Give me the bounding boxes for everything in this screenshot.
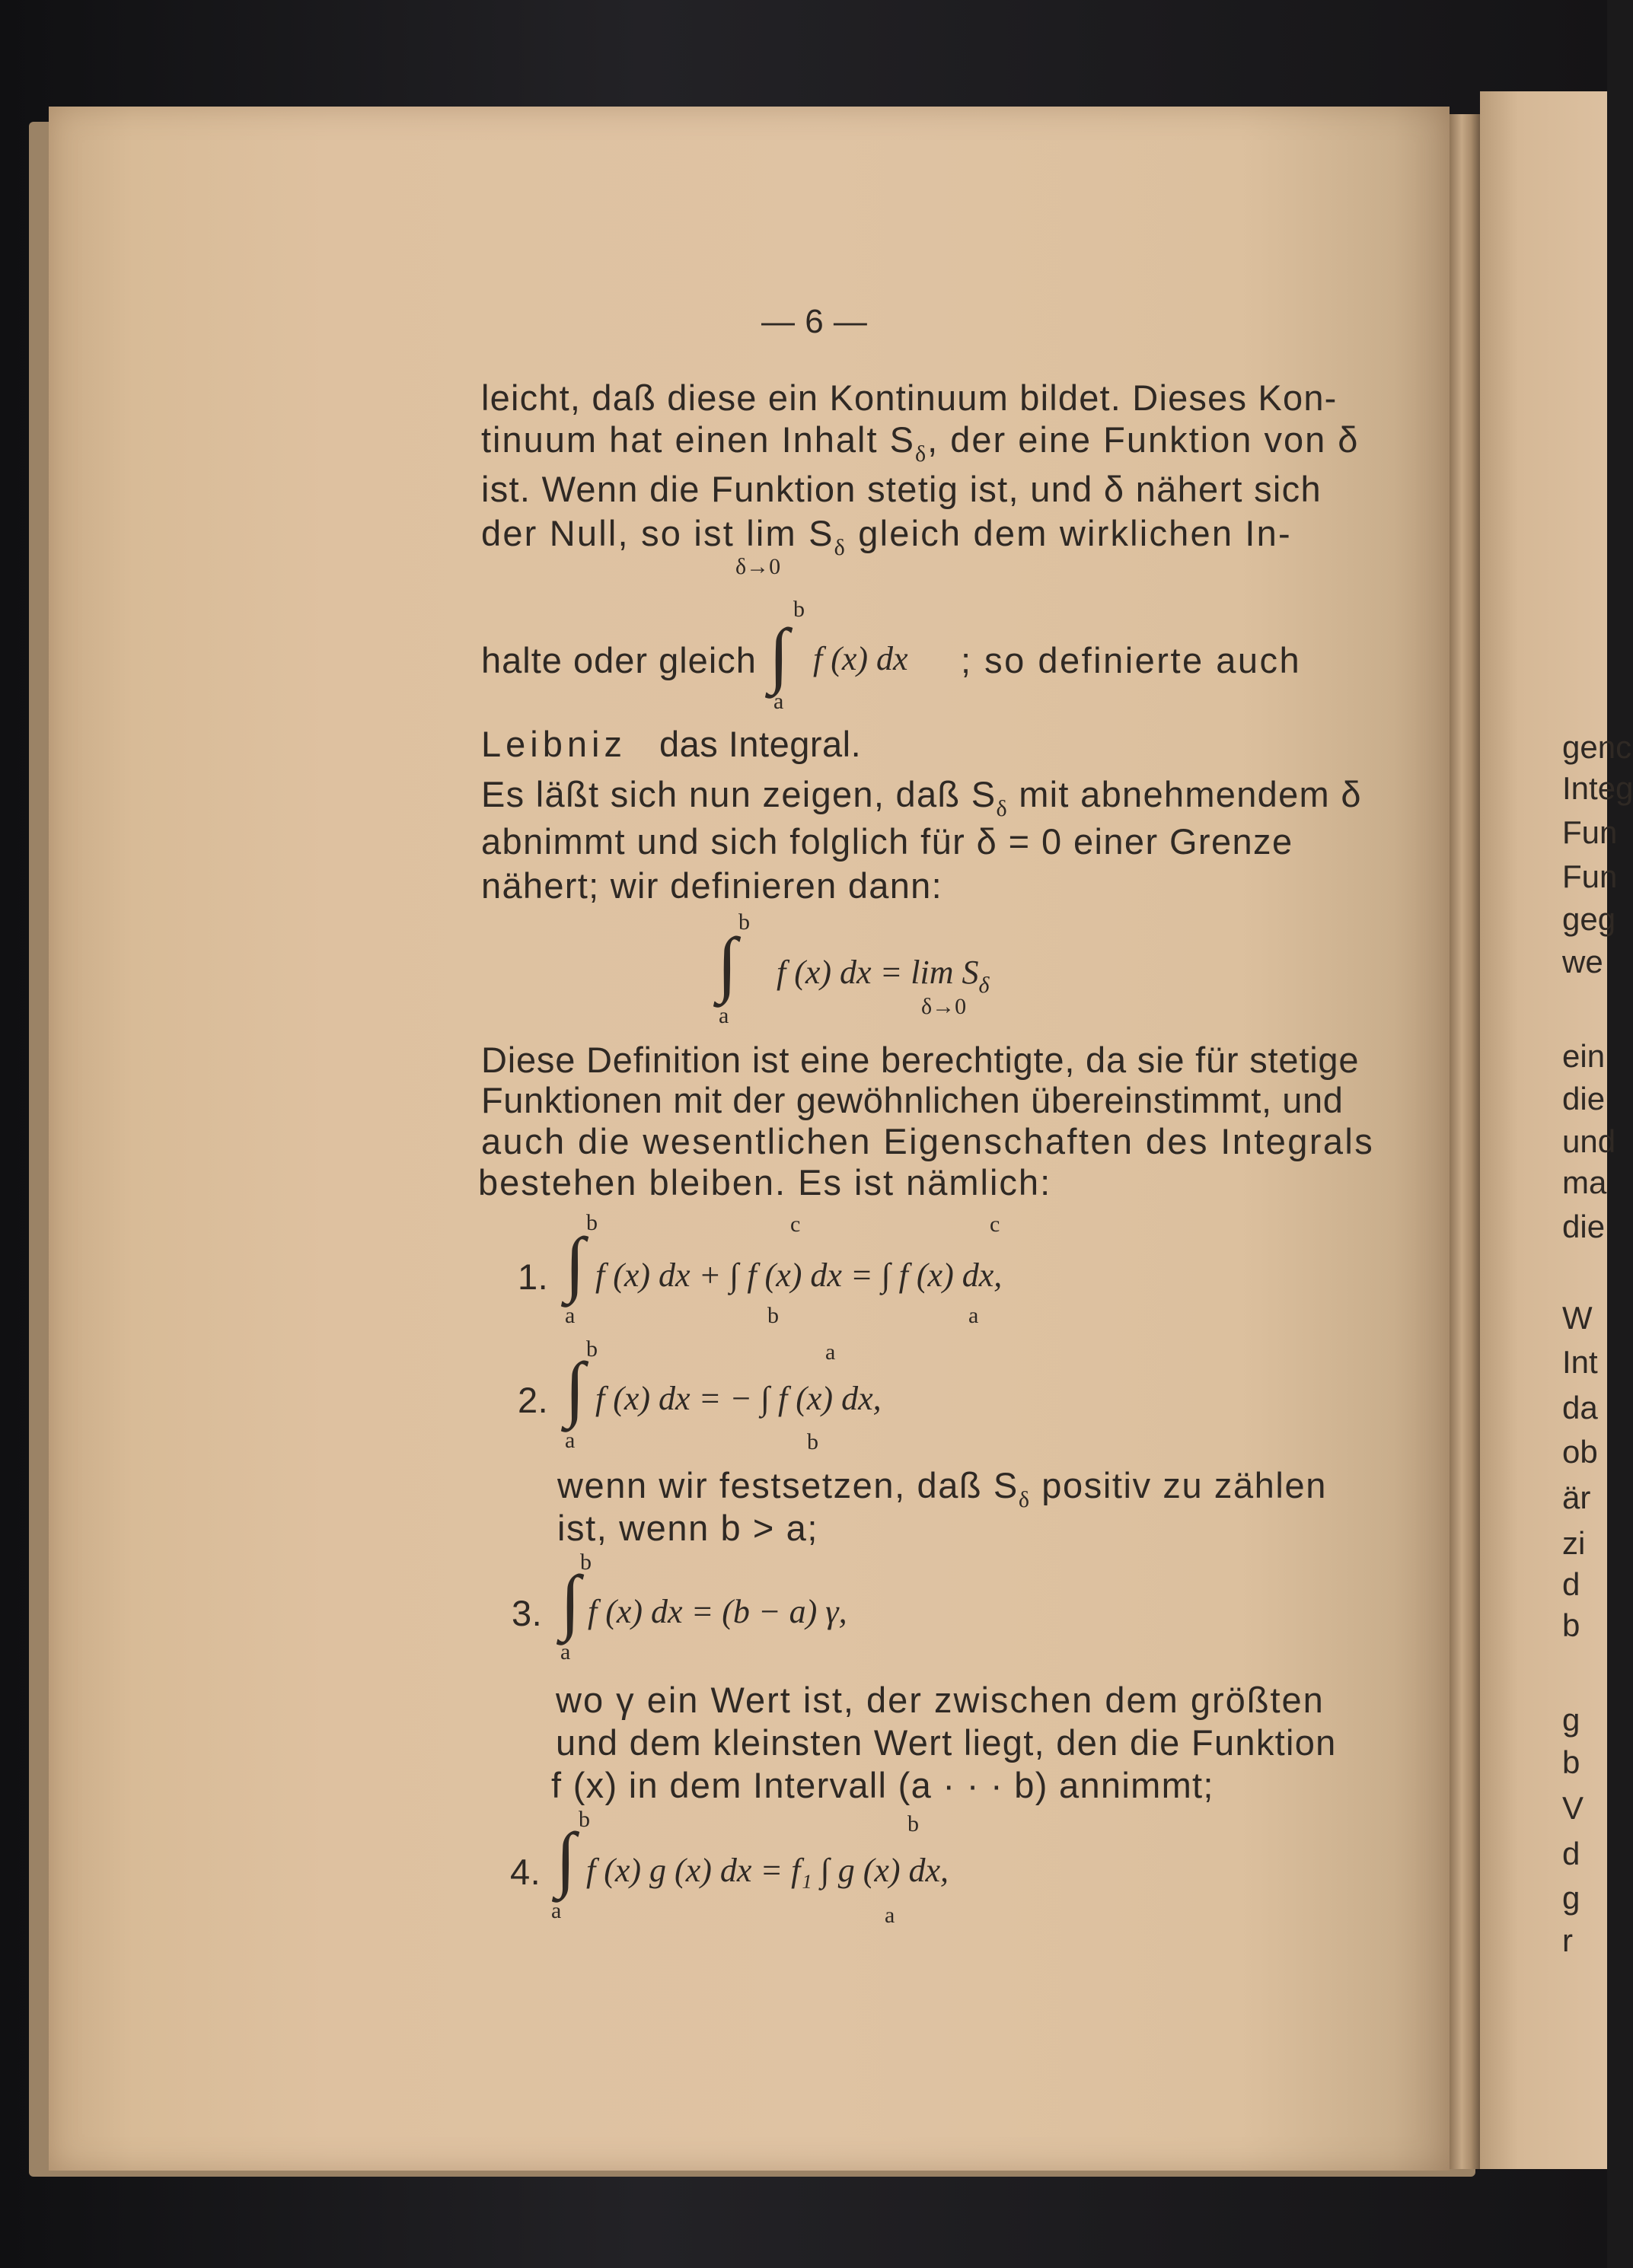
right-fragment: r — [1562, 1922, 1573, 1958]
item-number-3: 3. — [512, 1593, 543, 1633]
text-line-12: auch die wesentlichen Eigenschaften des Integrals — [481, 1121, 1375, 1161]
lim-subscript: δ→0 — [735, 554, 781, 579]
text-line-4 — [481, 512, 1292, 561]
text-line-11: Funktionen mit der gewöhnlichen übereinstimmt, und — [481, 1080, 1344, 1120]
f1-lower-1: a — [565, 1303, 576, 1328]
text-line-8: abnimmt und sich folglich für δ = 0 einer Grenze — [481, 821, 1293, 862]
right-fragment: g — [1562, 1880, 1580, 1916]
text-line-4-rest: gleich dem wirklichen In- — [847, 513, 1292, 553]
right-fragment: W — [1562, 1300, 1593, 1336]
right-fragment: geg — [1562, 901, 1616, 937]
f3-lower: a — [560, 1639, 571, 1664]
delta-subscript: δ — [1018, 1487, 1031, 1512]
f4-lower-2: a — [885, 1903, 895, 1928]
right-fragment: d — [1562, 1836, 1580, 1871]
text-line-15: ist, wenn b > a; — [557, 1508, 819, 1548]
text-line-6: das Integral. — [659, 724, 862, 764]
text-line-5-end: ; so definierte auch — [961, 640, 1302, 680]
f4-upper-1: b — [579, 1807, 590, 1832]
text-line-5: halte oder gleich — [481, 640, 757, 680]
text-line-7-part: Es läßt sich nun zeigen, daß S — [481, 774, 997, 814]
right-fragment: die — [1562, 1209, 1606, 1244]
text-line-9: nähert; wir definieren dann: — [481, 865, 942, 906]
delta-subscript: δ — [834, 535, 847, 560]
f4-integral-sign: ∫ — [556, 1817, 576, 1899]
text-line-14 — [557, 1464, 1327, 1513]
text-line-18: f (x) in dem Intervall (a · · · b) annimmt; — [551, 1765, 1214, 1805]
right-fragment: Fun — [1562, 858, 1618, 894]
page-number: — 6 — — [761, 303, 868, 340]
text-line-2-part: tinuum hat einen Inhalt S — [481, 419, 915, 460]
text-line-2 — [481, 419, 1359, 467]
text-line-14-part: wenn wir festsetzen, daß S — [557, 1465, 1019, 1505]
f4-upper-2: b — [907, 1811, 919, 1836]
right-fragment: Int — [1562, 1344, 1598, 1380]
delta-subscript: δ — [914, 441, 928, 467]
f2-integral-sign: ∫ — [565, 1347, 585, 1429]
text-line-7 — [481, 773, 1362, 822]
right-fragment: g — [1562, 1702, 1580, 1738]
text-line-1: leicht, daß diese ein Kontinuum bildet. Dieses Kon- — [481, 377, 1338, 418]
text-line-16: wo γ ein Wert ist, der zwischen dem größten — [556, 1680, 1325, 1720]
delta-subscript: δ — [978, 973, 990, 998]
right-fragment: die — [1562, 1081, 1606, 1116]
definition-formula-text: f (x) dx = lim S — [777, 954, 979, 991]
formula-2: f (x) dx = − ∫ f (x) dx, — [595, 1380, 882, 1417]
def-lower-limit: a — [719, 1003, 729, 1028]
text-line-4-part: der Null, so ist lim S — [481, 513, 834, 553]
definition-formula — [777, 953, 989, 999]
text-line-10: Diese Definition ist eine berechtigte, da sie für stetige — [481, 1040, 1360, 1080]
right-fragment: b — [1562, 1744, 1580, 1780]
right-fragment: Integ — [1562, 770, 1633, 806]
integral-sign: ∫ — [769, 613, 789, 695]
formula-4: f (x) g (x) dx = f₁ ∫ g (x) dx, — [586, 1852, 949, 1889]
f1-lower-2: b — [767, 1303, 779, 1328]
f3-integral-sign: ∫ — [560, 1560, 581, 1642]
f3-upper: b — [580, 1550, 592, 1575]
text-line-13: bestehen bleiben. Es ist nämlich: — [478, 1162, 1052, 1202]
right-fragment: är — [1562, 1480, 1591, 1515]
right-fragment: und — [1562, 1123, 1616, 1159]
right-fragment: da — [1562, 1390, 1598, 1425]
integral-upper-limit: b — [793, 597, 805, 622]
formula-3: f (x) dx = (b − a) γ, — [588, 1593, 847, 1630]
text-line-3: ist. Wenn die Funktion stetig ist, und δ nähert sich — [481, 469, 1322, 509]
integral-lower-limit: a — [773, 689, 784, 714]
f1-upper-1: b — [586, 1210, 598, 1235]
item-number-4: 4. — [510, 1852, 541, 1892]
f2-lower-2: b — [807, 1429, 818, 1454]
text-line-7-rest: mit abnehmendem δ — [1007, 774, 1362, 814]
f2-upper-2: a — [825, 1339, 836, 1365]
book-gutter — [1450, 114, 1480, 2169]
f2-upper-1: b — [586, 1336, 598, 1362]
leibniz-name: Leibniz — [481, 724, 627, 764]
formula-1: f (x) dx + ∫ f (x) dx = ∫ f (x) dx, — [595, 1257, 1003, 1294]
right-fragment: genc — [1562, 729, 1632, 765]
delta-subscript: δ — [996, 796, 1008, 821]
item-number-2: 2. — [518, 1380, 549, 1420]
right-fragment: b — [1562, 1607, 1580, 1643]
right-fragment: zi — [1562, 1525, 1586, 1561]
right-fragment: ein — [1562, 1038, 1606, 1074]
def-upper-limit: b — [738, 909, 750, 935]
text-line-17: und dem kleinsten Wert liegt, den die Funktion — [556, 1722, 1337, 1763]
text-line-2-rest: , der eine Funktion von δ — [927, 419, 1360, 460]
f1-lower-3: a — [968, 1303, 979, 1328]
right-fragment: ob — [1562, 1434, 1598, 1470]
right-fragment: Fun — [1562, 814, 1618, 850]
f1-upper-2: c — [790, 1212, 801, 1237]
def-integral-sign: ∫ — [717, 922, 738, 1004]
inline-formula: f (x) dx — [813, 640, 908, 677]
item-number-1: 1. — [518, 1257, 549, 1297]
f4-lower-1: a — [551, 1898, 562, 1923]
def-lim-subscript: δ→0 — [921, 994, 967, 1019]
right-fragment: V — [1562, 1790, 1584, 1826]
f2-lower-1: a — [565, 1428, 576, 1453]
right-fragment: d — [1562, 1566, 1580, 1602]
right-fragment: ma — [1562, 1164, 1607, 1200]
f1-integral-sign: ∫ — [565, 1222, 585, 1304]
right-fragment: we — [1562, 944, 1603, 980]
text-line-14-rest: positiv zu zählen — [1030, 1465, 1327, 1505]
f1-upper-3: c — [990, 1212, 1000, 1237]
